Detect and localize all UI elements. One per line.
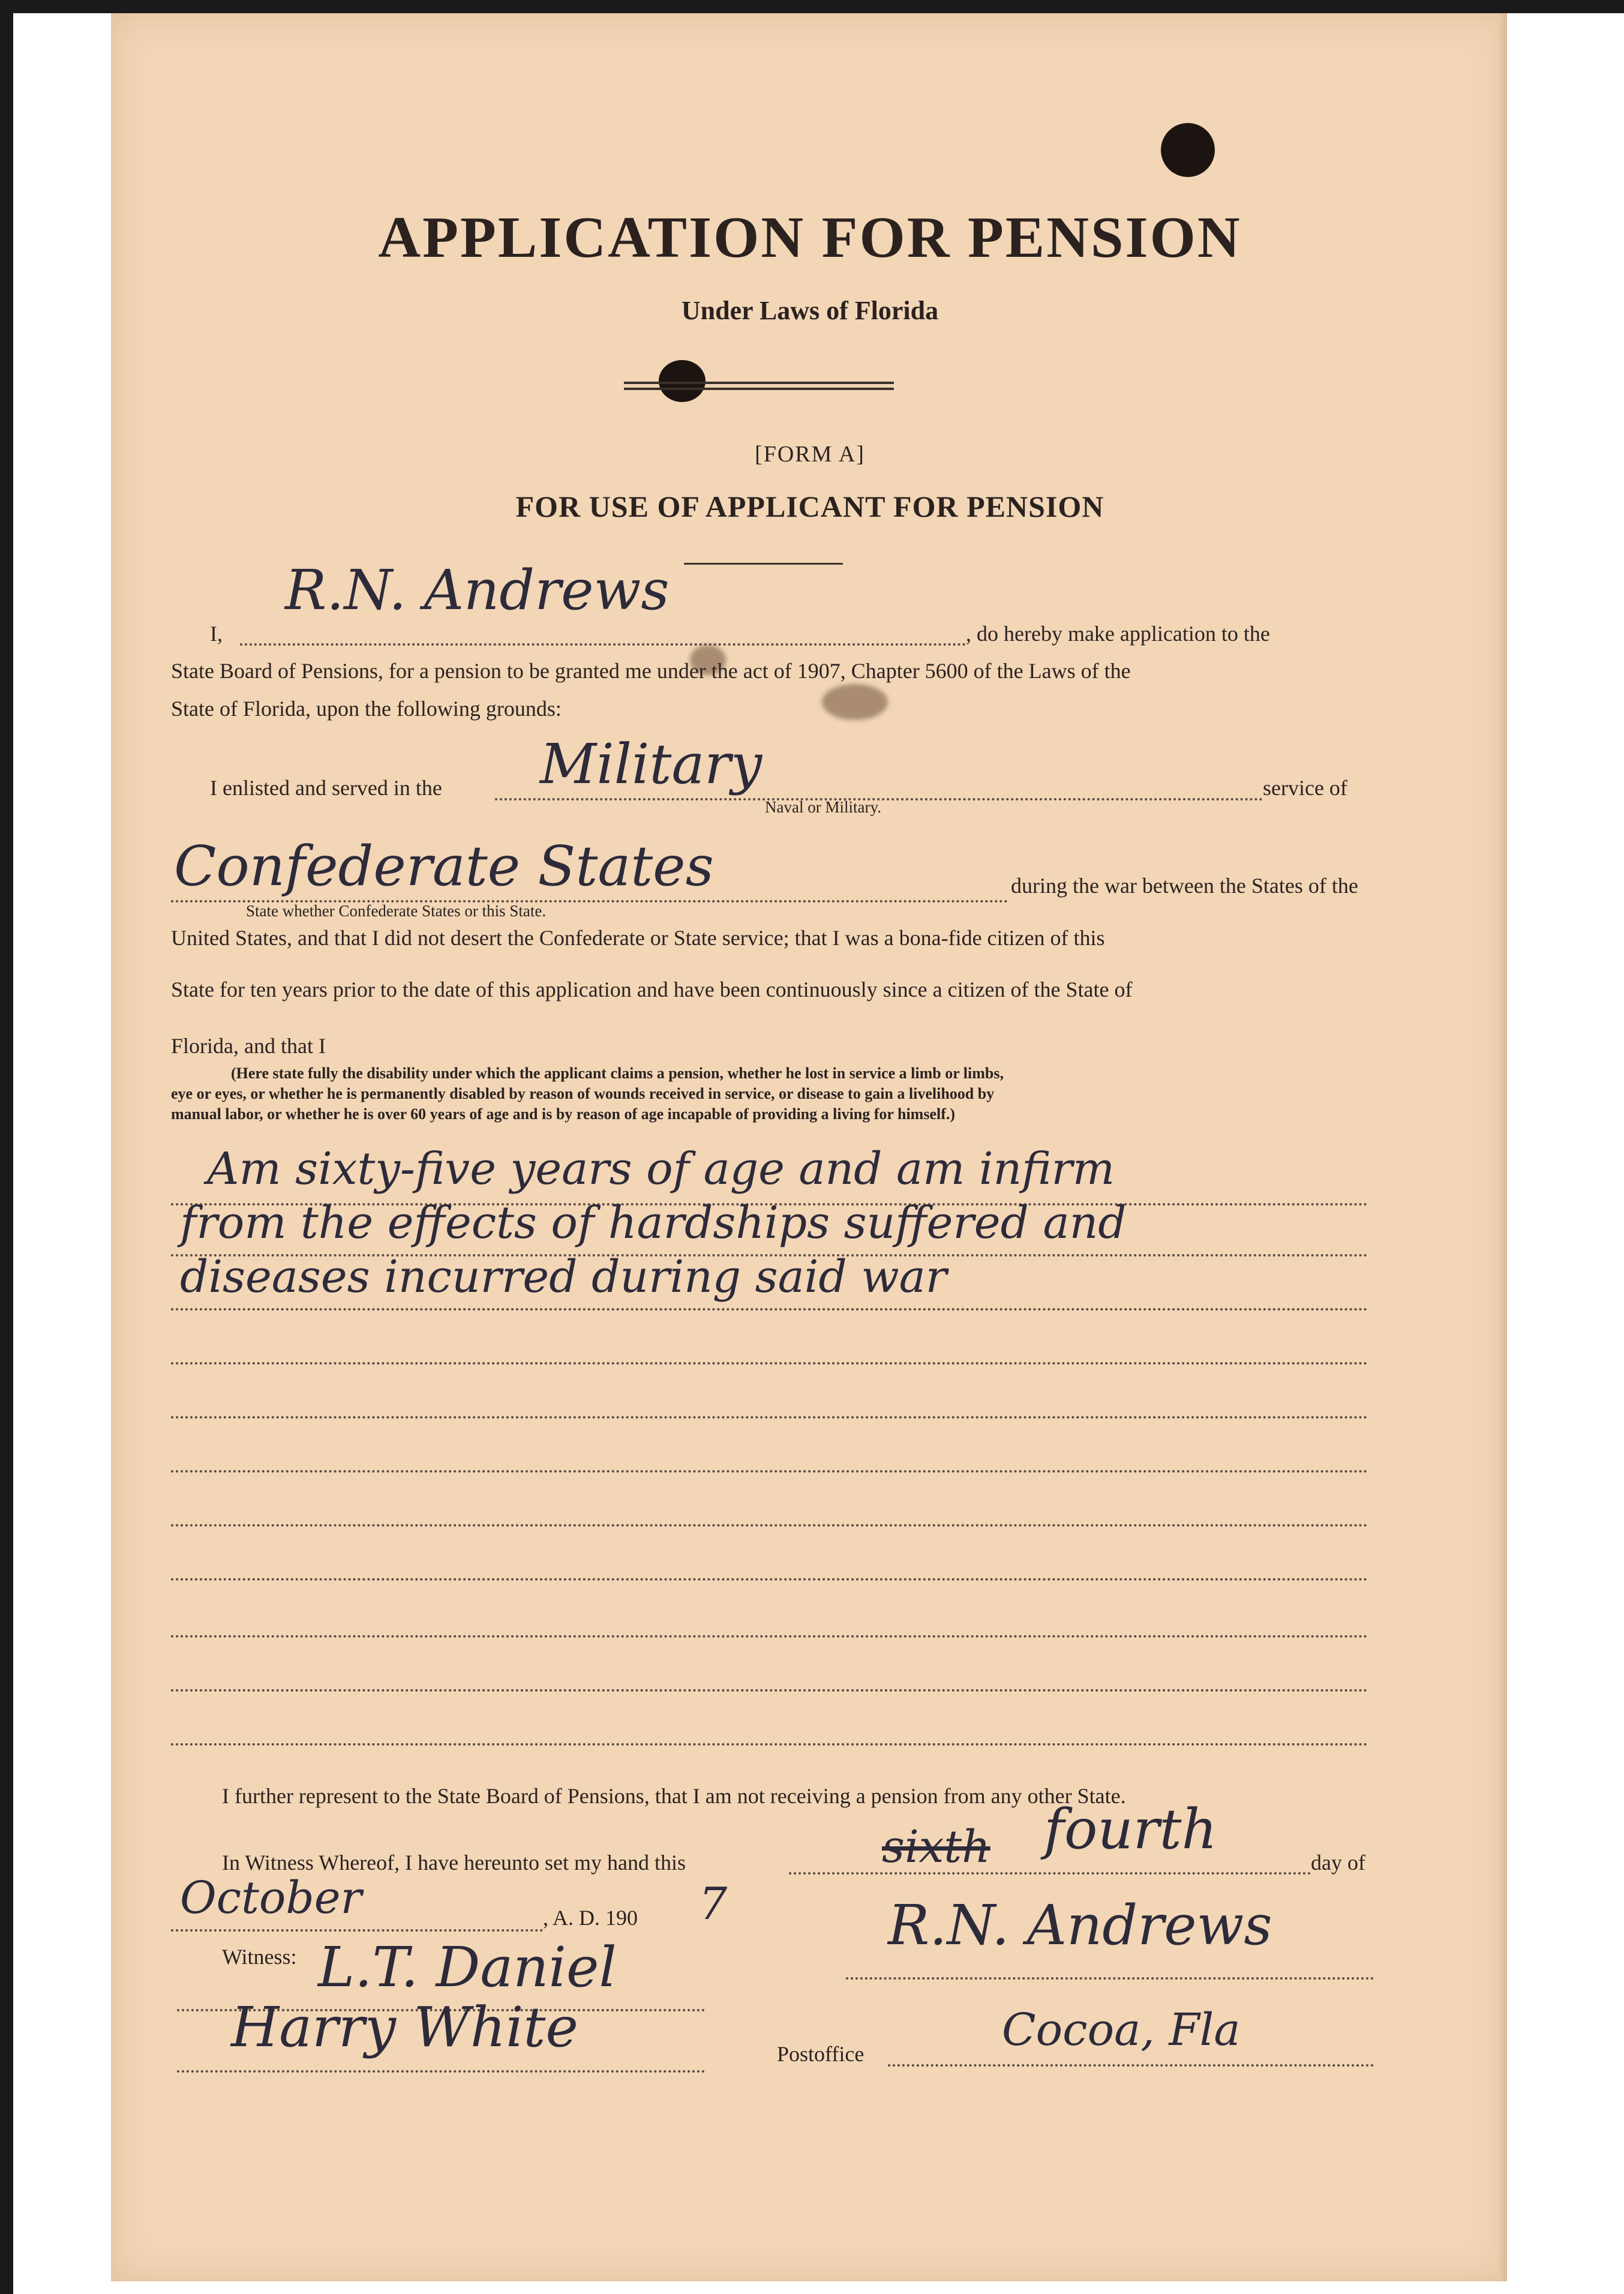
- year-digit-field[interactable]: 7: [699, 1878, 728, 1930]
- year-prefix: , A. D. 190: [543, 1906, 638, 1930]
- month-field[interactable]: October: [180, 1872, 362, 1924]
- ink-stain: [822, 684, 888, 720]
- disability-instructions-1: (Here state fully the disability under which the applicant claims a pension, whether he lost in service a limb or limbs,: [231, 1064, 1004, 1082]
- ink-blot: [1161, 123, 1215, 177]
- postoffice-line: [888, 2064, 1374, 2067]
- disability-line: [171, 1635, 1368, 1638]
- application-line-3: State of Florida, upon the following grounds:: [171, 697, 562, 721]
- witness-2-line: [177, 2070, 705, 2073]
- service-line-b: State for ten years prior to the date of this application and have been continuously since a citizen of the State of: [171, 977, 1133, 1001]
- applicant-signature[interactable]: R.N. Andrews: [888, 1893, 1272, 1957]
- form-identifier: [FORM A]: [755, 442, 865, 467]
- month-field-line: [171, 1929, 543, 1932]
- disability-text-line-3[interactable]: diseases incurred during said war: [180, 1251, 947, 1303]
- scan-left-border: [0, 0, 13, 2294]
- day-field-line: [789, 1872, 1311, 1875]
- service-branch-field[interactable]: Military: [540, 732, 763, 796]
- scan-right-margin: [1507, 13, 1624, 2294]
- application-line-2: State Board of Pensions, for a pension to be granted me under the act of 1907, Chapter 5600 of the Laws of the: [171, 659, 1131, 683]
- scan-top-border: [0, 0, 1624, 13]
- header-rule: [624, 388, 894, 390]
- service-line-c: Florida, and that I: [171, 1034, 326, 1058]
- day-field[interactable]: fourth: [1044, 1797, 1217, 1861]
- disability-text-line-2[interactable]: from the effects of hardships suffered and: [180, 1197, 1127, 1249]
- disability-line: [171, 1470, 1368, 1473]
- header-rule: [624, 382, 894, 384]
- applicant-name-field[interactable]: R.N. Andrews: [285, 558, 670, 622]
- day-struck-value: sixth: [882, 1821, 990, 1873]
- service-line-a: United States, and that I did not desert the Confederate or State service; that I was a bona-fide citizen of this: [171, 926, 1105, 950]
- pension-statement: I further represent to the State Board of Pensions, that I am not receiving a pension from any other State.: [222, 1784, 1126, 1808]
- service-prefix: I enlisted and served in the: [210, 776, 442, 800]
- postoffice-field[interactable]: Cocoa, Fla: [1002, 2004, 1241, 2056]
- form-subtitle: Under Laws of Florida: [681, 296, 939, 325]
- application-line-1: , do hereby make application to the: [966, 622, 1270, 646]
- disability-line: [171, 1362, 1368, 1365]
- ink-blot: [659, 360, 706, 402]
- disability-instructions-3: manual labor, or whether he is over 60 years of age and is by reason of age incapable of providing a living for himself.): [171, 1105, 956, 1123]
- disability-line: [171, 1308, 1368, 1311]
- section-rule: [684, 563, 843, 565]
- branch-hint: Naval or Military.: [765, 798, 881, 816]
- disability-text-line-1[interactable]: Am sixty-five years of age and am infirm: [207, 1143, 1115, 1195]
- disability-line: [171, 1524, 1368, 1527]
- witness-whereof-prefix: In Witness Whereof, I have hereunto set my hand this: [222, 1851, 686, 1875]
- witness-label: Witness:: [222, 1945, 297, 1969]
- witness-1-signature[interactable]: L.T. Daniel: [318, 1935, 617, 1999]
- government-hint: State whether Confederate States or this State.: [246, 902, 547, 920]
- government-field[interactable]: Confederate States: [174, 834, 714, 898]
- form-purpose: FOR USE OF APPLICANT FOR PENSION: [515, 490, 1104, 523]
- disability-instructions-2: eye or eyes, or whether he is permanently disabled by reason of wounds received in service, or disease to gain a livelihood by: [171, 1085, 995, 1102]
- disability-line: [171, 1578, 1368, 1581]
- name-field-line: [240, 643, 966, 646]
- postoffice-label: Postoffice: [777, 2042, 864, 2066]
- service-suffix: service of: [1263, 776, 1347, 800]
- government-tail: during the war between the States of the: [1011, 874, 1358, 898]
- prefix-i: I,: [210, 622, 223, 646]
- day-suffix: day of: [1311, 1851, 1365, 1875]
- disability-line: [171, 1743, 1368, 1746]
- signature-line: [846, 1977, 1374, 1980]
- form-title: APPLICATION FOR PENSION: [378, 205, 1242, 270]
- disability-line: [171, 1416, 1368, 1419]
- witness-2-signature[interactable]: Harry White: [231, 1995, 578, 2059]
- disability-line: [171, 1689, 1368, 1692]
